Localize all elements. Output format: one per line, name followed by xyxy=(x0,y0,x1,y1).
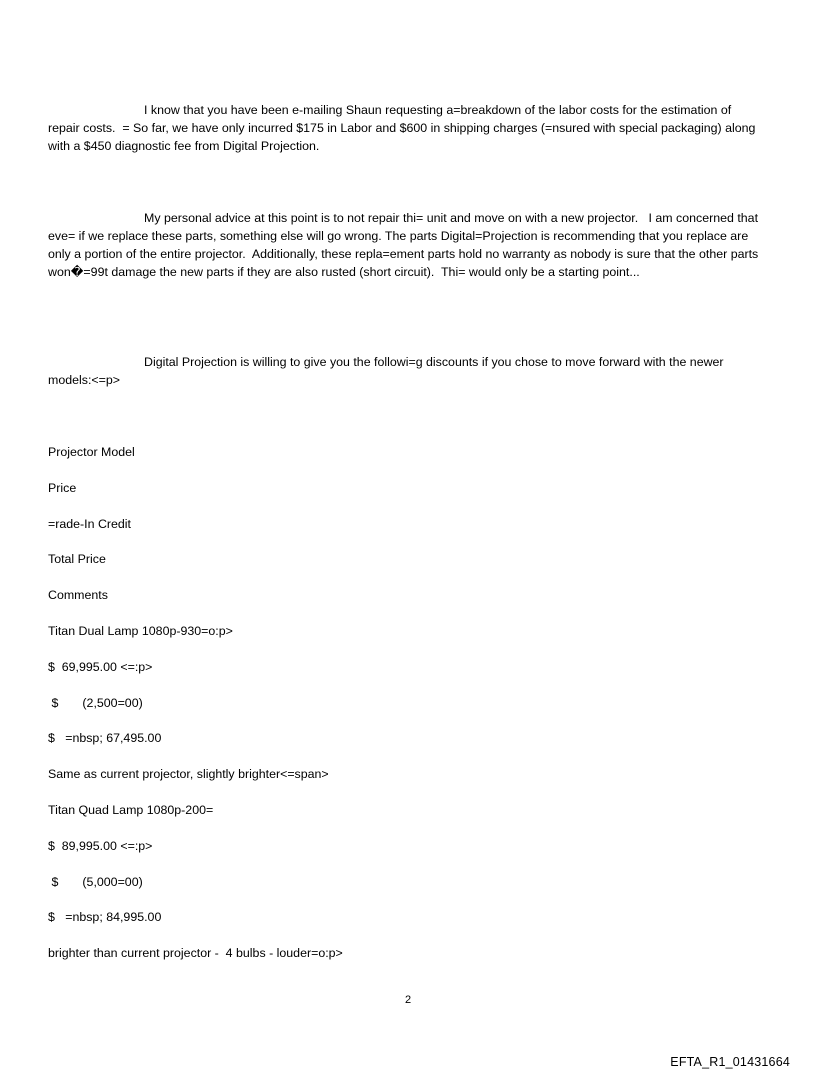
paragraph-labor-costs xyxy=(48,101,760,155)
table-header-price: Price xyxy=(48,480,77,495)
quad-lamp-model: Titan Quad Lamp 1080p-200= xyxy=(48,802,214,817)
dual-lamp-total-price: $ =nbsp; 67,495.00 xyxy=(48,731,162,746)
quad-lamp-total-price: $ =nbsp; 84,995.00 xyxy=(48,910,162,925)
paragraph-discounts xyxy=(48,353,760,389)
projector-pricing-table xyxy=(48,443,760,980)
table-header-projector-model: Projector Model xyxy=(48,445,135,459)
quad-lamp-comments: brighter than current projector - 4 bulbs - louder=o:p> xyxy=(48,946,343,961)
quad-lamp-trade-in-credit: $ (5,000=00) xyxy=(48,874,143,889)
paragraph-advice xyxy=(48,209,760,281)
paragraph-discounts-text: Digital Projection is willing to give you the followi=g discounts if you chose to move forward with the newer models:<=p> xyxy=(48,355,727,387)
page-number: 2 xyxy=(404,994,412,1006)
dual-lamp-trade-in-credit: $ (2,500=00) xyxy=(48,695,143,710)
paragraph-labor-costs-text: I know that you have been e-mailing Shaun requesting a=breakdown of the labor costs for the estimation of repair costs. = So far, we have only incurred $175 in Labor and $600 in shipping charges (=nsured with special packaging) along with a $450 diagnostic fee from Digital Projection. xyxy=(48,103,759,153)
quad-lamp-price: $ 89,995.00 <=:p> xyxy=(48,838,153,853)
dual-lamp-comments: Same as current projector, slightly brighter<=span> xyxy=(48,767,329,782)
table-header-total-price: Total Price xyxy=(48,552,106,567)
paragraph-advice-text: My personal advice at this point is to not repair thi= unit and move on with a new projector. I am concerned that eve= if we replace these parts, something else will go wrong. The parts Digital=Projection is recommending that you replace are only a portion of the entire projector. Additionally, these repla=ement parts hold no warranty as nobody is sure that the other parts won�=99t damage the new parts if they are also rusted (short circuit). Thi= would only be a starting point... xyxy=(48,211,762,279)
table-header-comments: Comments xyxy=(48,588,108,603)
dual-lamp-model: Titan Dual Lamp 1080p-930=o:p> xyxy=(48,623,233,638)
document-id: EFTA_R1_01431664 xyxy=(670,1055,790,1069)
dual-lamp-price: $ 69,995.00 <=:p> xyxy=(48,659,153,674)
table-header-trade-in-credit: =rade-In Credit xyxy=(48,516,131,531)
